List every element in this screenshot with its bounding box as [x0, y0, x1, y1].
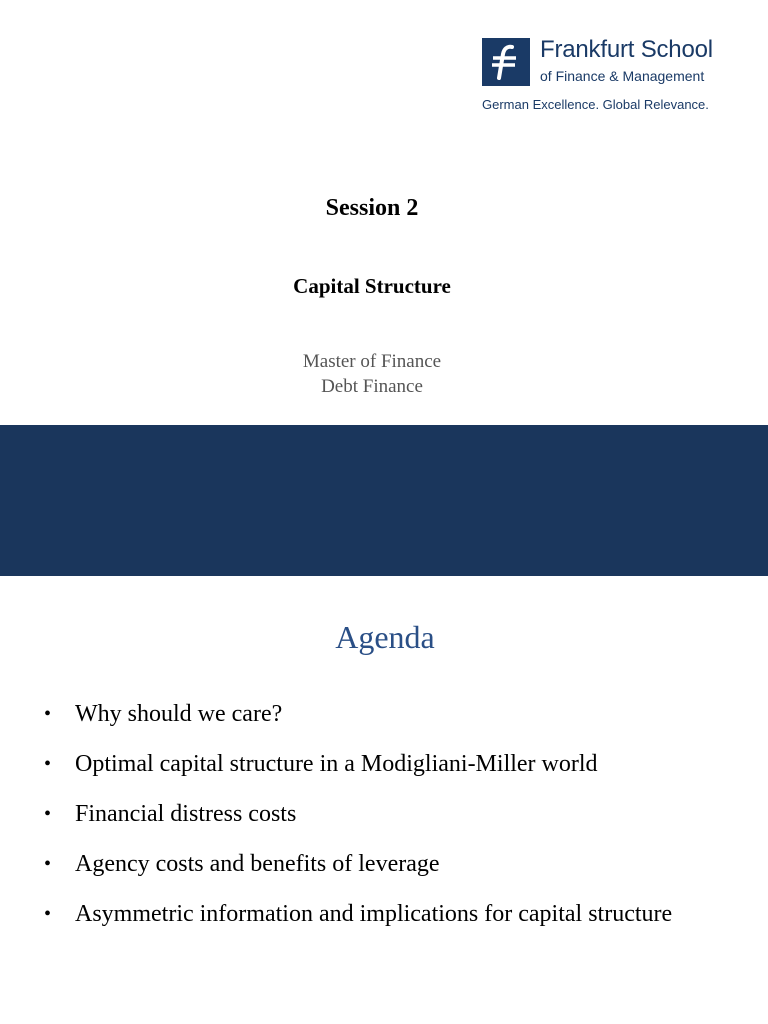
course-name: Debt Finance	[321, 376, 423, 397]
agenda-item-text: Optimal capital structure in a Modigliani-Miller world	[75, 751, 598, 777]
bullet-icon: •	[44, 803, 52, 825]
program-name: Master of Finance	[302, 351, 442, 372]
agenda-item	[44, 798, 764, 848]
agenda-item-text: Financial distress costs	[75, 801, 297, 827]
fs-logo-mark-icon	[482, 38, 530, 86]
bullet-icon: •	[44, 703, 52, 725]
logo-tagline: German Excellence. Global Relevance.	[482, 97, 709, 112]
frankfurt-school-logo	[482, 38, 732, 118]
logo-subtitle: of Finance & Management	[540, 68, 705, 84]
agenda-title: Agenda	[335, 619, 435, 655]
navy-divider-band	[0, 425, 768, 576]
agenda-item	[44, 748, 764, 798]
logo-title: Frankfurt School	[540, 36, 713, 63]
agenda-item	[44, 898, 764, 948]
course-info	[0, 349, 744, 399]
bullet-icon: •	[44, 853, 52, 875]
agenda-item	[44, 848, 764, 898]
session-title: Session 2	[325, 195, 419, 221]
agenda-item-text: Asymmetric information and implications for capital structure	[75, 901, 673, 927]
agenda-item	[44, 698, 764, 748]
agenda-list	[44, 698, 764, 948]
bullet-icon: •	[44, 753, 52, 775]
bullet-icon: •	[44, 903, 52, 925]
agenda-item-text: Agency costs and benefits of leverage	[75, 851, 440, 877]
agenda-item-text: Why should we care?	[75, 701, 283, 727]
subject-title: Capital Structure	[293, 274, 451, 298]
